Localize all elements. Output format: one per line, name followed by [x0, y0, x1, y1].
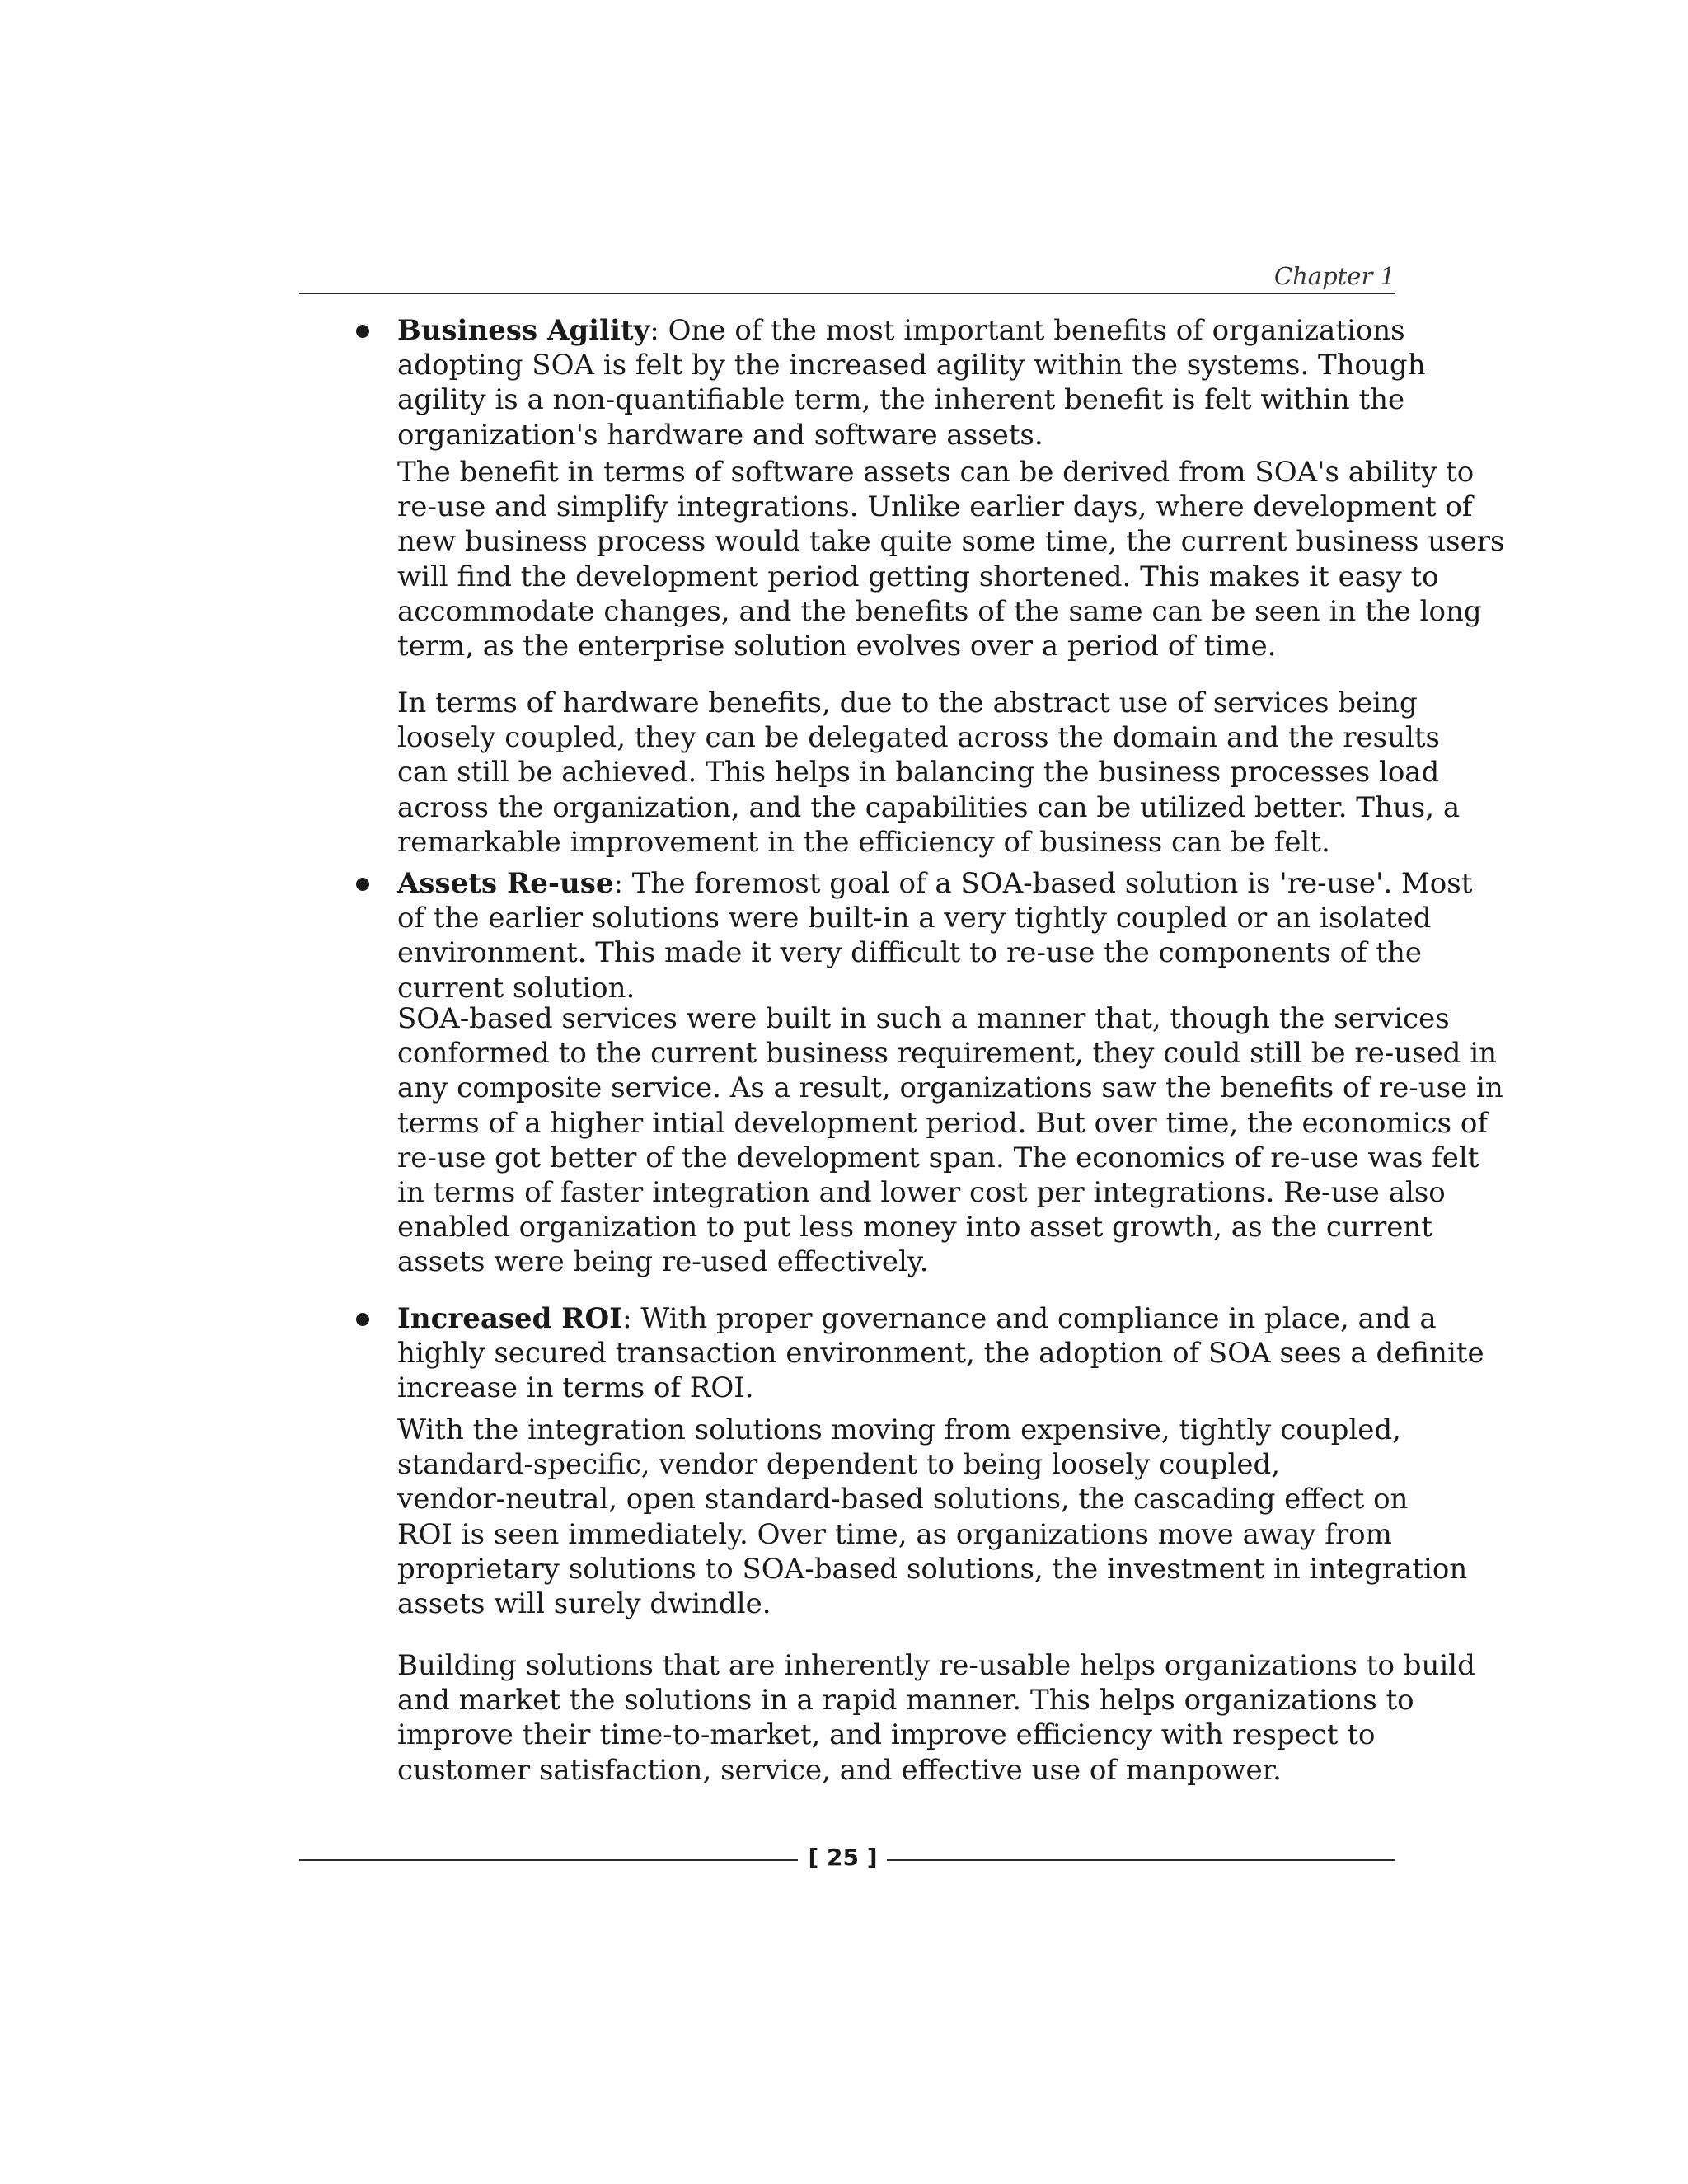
text-line — [397, 935, 1422, 970]
body-paragraph — [397, 686, 1461, 860]
line-text: highly secured transaction environment, the adoption of SOA sees a definite — [397, 1337, 1484, 1371]
text-line: will find the development period getting shortened. This makes it easy to — [397, 560, 1439, 593]
text-line: in terms of faster integration and lower cost per integrations. Re-use also — [397, 1176, 1446, 1210]
text-line: loosely coupled, they can be delegated across the domain and the results — [397, 721, 1440, 755]
line-text: increase in terms of ROI. — [397, 1371, 754, 1405]
text-line — [397, 1371, 1411, 1405]
text-line: and market the solutions in a rapid manner. This helps organizations to — [397, 1684, 1414, 1718]
bullet-icon — [356, 325, 369, 338]
line-text: : One of the most important benefits of organizations — [649, 314, 1405, 347]
text-line: proprietary solutions to SOA-based solutions, the investment in integration — [397, 1552, 1468, 1586]
text-line: re-use got better of the development span. The economics of re-use was felt — [397, 1141, 1479, 1174]
body-paragraph — [397, 455, 1505, 663]
text-line: The benefit in terms of software assets can be derived from SOA's ability to — [397, 456, 1475, 489]
text-line: can still be achieved. This helps in balancing the business processes load — [397, 756, 1440, 790]
text-line: accommodate changes, and the benefits of the same can be seen in the long — [397, 594, 1482, 628]
bullet-term: Increased ROI — [397, 1302, 623, 1335]
body-paragraph — [397, 1001, 1503, 1280]
line-text: organization's hardware and software assets. — [397, 418, 1043, 452]
text-line: vendor-neutral, open standard-based solutions, the cascading effect on — [397, 1483, 1409, 1516]
line-text: current solution. — [397, 971, 635, 1005]
line-text: : With proper governance and compliance in place, and a — [622, 1302, 1437, 1335]
running-header-chapter: Chapter 1 — [1273, 262, 1395, 290]
text-line: new business process would take quite some time, the current business users — [397, 525, 1505, 559]
text-line: across the organization, and the capabilities can be utilized better. Thus, a — [397, 790, 1461, 824]
text-line — [397, 348, 1426, 382]
bullet-icon — [356, 878, 369, 891]
text-line: With the integration solutions moving from expensive, tightly coupled, — [397, 1413, 1401, 1446]
body-paragraph — [397, 1413, 1468, 1621]
text-line: In terms of hardware benefits, due to the abstract use of services being — [397, 687, 1418, 719]
body-paragraph — [397, 1648, 1475, 1788]
bullet-icon — [356, 1313, 369, 1326]
bullet-lead-paragraph — [397, 313, 1426, 452]
text-line: term, as the enterprise solution evolves over a period of time. — [397, 630, 1277, 663]
line-text: adopting SOA is felt by the increased agility within the systems. Though — [397, 349, 1426, 382]
text-line: Building solutions that are inherently re-usable helps organizations to build — [397, 1649, 1475, 1682]
line-text: of the earlier solutions were built-in a very tightly coupled or an isolated — [397, 902, 1432, 935]
page-number: [ 25 ] — [808, 1844, 878, 1871]
text-line: remarkable improvement in the efficiency of business can be felt. — [397, 825, 1330, 859]
text-line: standard-specific, vendor dependent to being loosely coupled, — [397, 1448, 1281, 1482]
text-line: improve their time-to-market, and improve efficiency with respect to — [397, 1718, 1376, 1752]
bullet-lead-paragraph — [397, 1301, 1484, 1406]
text-line: conformed to the current business requirement, they could still be re-used in — [397, 1037, 1498, 1071]
text-line: terms of a higher intial development period. But over time, the economics of — [397, 1106, 1488, 1140]
line-text: : The foremost goal of a SOA-based solution is 're-use'. Most — [613, 867, 1473, 900]
footer-rule-left — [299, 1859, 798, 1861]
text-line: customer satisfaction, service, and effective use of manpower. — [397, 1753, 1282, 1787]
text-line: re-use and simplify integrations. Unlike earlier days, where development of — [397, 490, 1473, 524]
text-line — [397, 866, 1473, 901]
text-line: assets were being re-used effectively. — [397, 1245, 929, 1279]
text-line — [397, 313, 1411, 348]
text-line — [397, 1301, 1437, 1336]
line-text: environment. This made it very difficult to re-use the components of the — [397, 936, 1422, 970]
text-line — [397, 418, 1411, 452]
text-line — [397, 901, 1432, 935]
bullet-term: Business Agility — [397, 314, 650, 347]
text-line: assets will surely dwindle. — [397, 1587, 771, 1621]
text-line: any composite service. As a result, organizations saw the benefits of re-use in — [397, 1071, 1503, 1105]
text-line: SOA-based services were built in such a manner that, though the services — [397, 1002, 1450, 1035]
line-text: agility is a non-quantifiable term, the inherent benefit is felt within the — [397, 383, 1405, 417]
text-line: enabled organization to put less money into asset growth, as the current — [397, 1211, 1432, 1244]
text-line — [397, 382, 1411, 417]
bullet-lead-paragraph — [397, 866, 1473, 1005]
text-line — [397, 1336, 1484, 1371]
bullet-term: Assets Re-use — [397, 867, 614, 900]
text-line — [397, 971, 1411, 1005]
footer-rule-right — [887, 1859, 1395, 1861]
text-line: ROI is seen immediately. Over time, as organizations move away from — [397, 1517, 1392, 1551]
